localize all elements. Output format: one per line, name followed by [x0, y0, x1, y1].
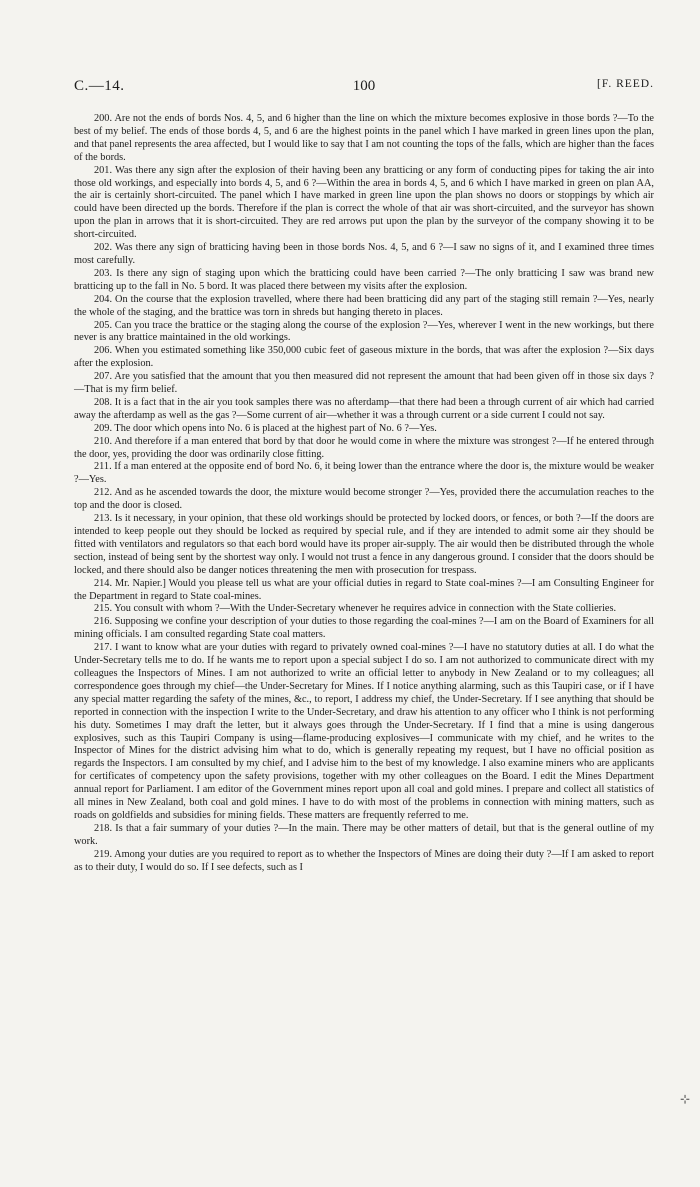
- paragraph-q201: 201. Was there any sign after the explosion of their having been any bratticing or any form of conducting pipes for taking the air into those old workings, and especially into bords 4, 5, and 6 ?—Within the area in bords 4, 5, and 6 which I have marked in green on plan AA, the air is certainly short-circuited. The panel which I have marked in green line upon the plan shows no doors or stoppings by which air could have been directed up the bords. Therefore if the plan is correct the whole of that air was short-circuited, and the surveyor has shown upon the plan in arrows that it is short-circuited. They are red arrows put upon the plan by the surveyor of the company showing it to be short-circuited.: [74, 164, 654, 241]
- paragraph-q202: 202. Was there any sign of bratticing having been in those bords Nos. 4, 5, and 6 ?—I saw no signs of it, and I examined three times most carefully.: [74, 242, 654, 266]
- paragraph-q207: 207. Are you satisfied that the amount that you then measured did not represent the amount that had been given off in those six days ?—That is my firm belief.: [74, 371, 654, 396]
- paragraph-q214: 214. Mr. Napier.] Would you please tell us what are your official duties in regard to State coal-mines ?—I am Consulting Engineer for the Department in regard to State coal-mines.: [74, 577, 654, 602]
- paragraph-q204: 204. On the course that the explosion travelled, where there had been bratticing did any part of the staging still remain ?—Yes, nearly the whole of the staging, and the brattice was torn in shreds but hanging thereto in places.: [74, 293, 654, 318]
- paragraph-q208: 208. It is a fact that in the air you took samples there was no afterdamp—that there had been a through current of air which had carried away the afterdamp as well as the gas ?—Some current of air—whether it was a through current or a side current I could not say.: [74, 396, 654, 421]
- paragraph-q206: 206. When you estimated something like 350,000 cubic feet of gaseous mixture in the bords, that was after the explosion ?—Six days after the explosion.: [74, 345, 654, 370]
- paragraph-q205: 205. Can you trace the brattice or the staging along the course of the explosion ?—Yes, wherever I went in the new workings, but there never is any brattice maintained in the old workings.: [74, 319, 654, 344]
- paragraph-q213: 213. Is it necessary, in your opinion, that these old workings should be protected by locked doors, or fences, or both ?—If the doors are intended to keep people out they should be locked as required by special rule, and if they are intended to admit some air they should be fitted with ventilators and regulators so that each bord would have its proper air-supply. The air would then be distributed through the whole section, instead of being sent by the shortest way only. I would not trust a fence in any dangerous ground. I consider that the doors should be locked, and there should also be danger notices threatening the men with prosecution for trespass.: [74, 513, 654, 576]
- paragraph-q203: 203. Is there any sign of staging upon which the bratticing could have been carried ?—The only bratticing I saw was brand new bratticing up to the fall in No. 5 bord. It was placed there between my visits after the explosion.: [74, 267, 654, 292]
- witness-name: [F. REED.: [597, 78, 654, 90]
- paragraph-q216: 216. Supposing we confine your description of your duties to those regarding the coal-mines ?—I am on the Board of Examiners for all mining officials. I am consulted regarding State coal matters.: [74, 616, 654, 641]
- paragraph-q217: 217. I want to know what are your duties with regard to privately owned coal-mines ?—I have no statutory duties at all. I do what the Under-Secretary tells me to do. If he wants me to report upon a special subject I do so. I am not authorized to communicate direct with my colleagues the Inspectors of Mines. I am not authorized to write an official letter to anybody in New Zealand or to my colleagues; all correspondence goes through my chief—the Under-Secretary for Mines. If I notice anything alarming, such as this Taupiri case, or if I have any special matter regarding the safety of the mines, &c., to report, I address my chief, the Under-Secretary. If I see anything that should be reported in connection with the inspection I write to the Under-Secretary, and draw his attention to any officer who I think is not performing his duty. Sometimes I may draft the letter, but it always goes through the Under-Secretary. If I find that a mine is using dangerous explosives, such as this Taupiri Company is using—flame-producing explosives—I communicate with my chief, and he writes to the Inspector of Mines for the district advising him what to do, which is generally repeating my request, but I have no official position as regards the Inspectors. I am consulted by my chief, and I advise him to the best of my knowledge. I also examine miners who are applicants for certificates of competency upon the safety provisions, together with my other colleagues on the Board. I edit the Mines Department annual report for Parliament. I am editor of the Government mines report upon all coal and gold mines. I prepare and collect all statistics of all mines in New Zealand, both coal and gold mines. I have to do with most of the problems in connection with mining matters, such as roads on goldfields and subsidies for mining fields. These matters are frequently referred to me.: [74, 642, 654, 821]
- paragraph-q211: 211. If a man entered at the opposite end of bord No. 6, it being lower than the entrance where the door is, the mixture would be weaker ?—Yes.: [74, 461, 654, 486]
- paragraph-q200: 200. Are not the ends of bords Nos. 4, 5, and 6 higher than the line on which the mixture becomes explosive in those bords ?—To the best of my belief. The ends of those bords 4, 5, and 6 are the highest points in the panel which I have marked in green lines upon the plan, and that panel represents the area affected, but I would like to say that I am not counting the tops of the falls, which are higher than the faces of the bords.: [74, 113, 654, 163]
- paragraph-q212: 212. And as he ascended towards the door, the mixture would become stronger ?—Yes, provided there the accumulation reaches to the top and the door is closed.: [74, 487, 654, 512]
- page-number: 100: [352, 78, 376, 94]
- page-header: [74, 78, 654, 100]
- paragraph-q219: 219. Among your duties are you required to report as to whether the Inspectors of Mines are doing their duty ?—If I am asked to report as to their duty, I would do so. If I see defects, such as I: [74, 848, 654, 873]
- paragraph-q209: 209. The door which opens into No. 6 is placed at the highest part of No. 6 ?—Yes.: [94, 422, 437, 434]
- paragraph-q210: 210. And therefore if a man entered that bord by that door he would come in where the mixture was strongest ?—If he entered through the door, yes, providing the door was ordinarily close fitting.: [74, 435, 654, 460]
- paragraph-q215: 215. You consult with whom ?—With the Under-Secretary whenever he requires advice in connection with the State collieries.: [94, 603, 617, 615]
- document-body: [74, 113, 654, 874]
- document-reference: C.—14.: [74, 78, 125, 94]
- paragraph-q218: 218. Is that a fair summary of your duties ?—In the main. There may be other matters of detail, but that is the general outline of my work.: [74, 822, 654, 847]
- margin-mark-icon: ⊹: [679, 1092, 690, 1106]
